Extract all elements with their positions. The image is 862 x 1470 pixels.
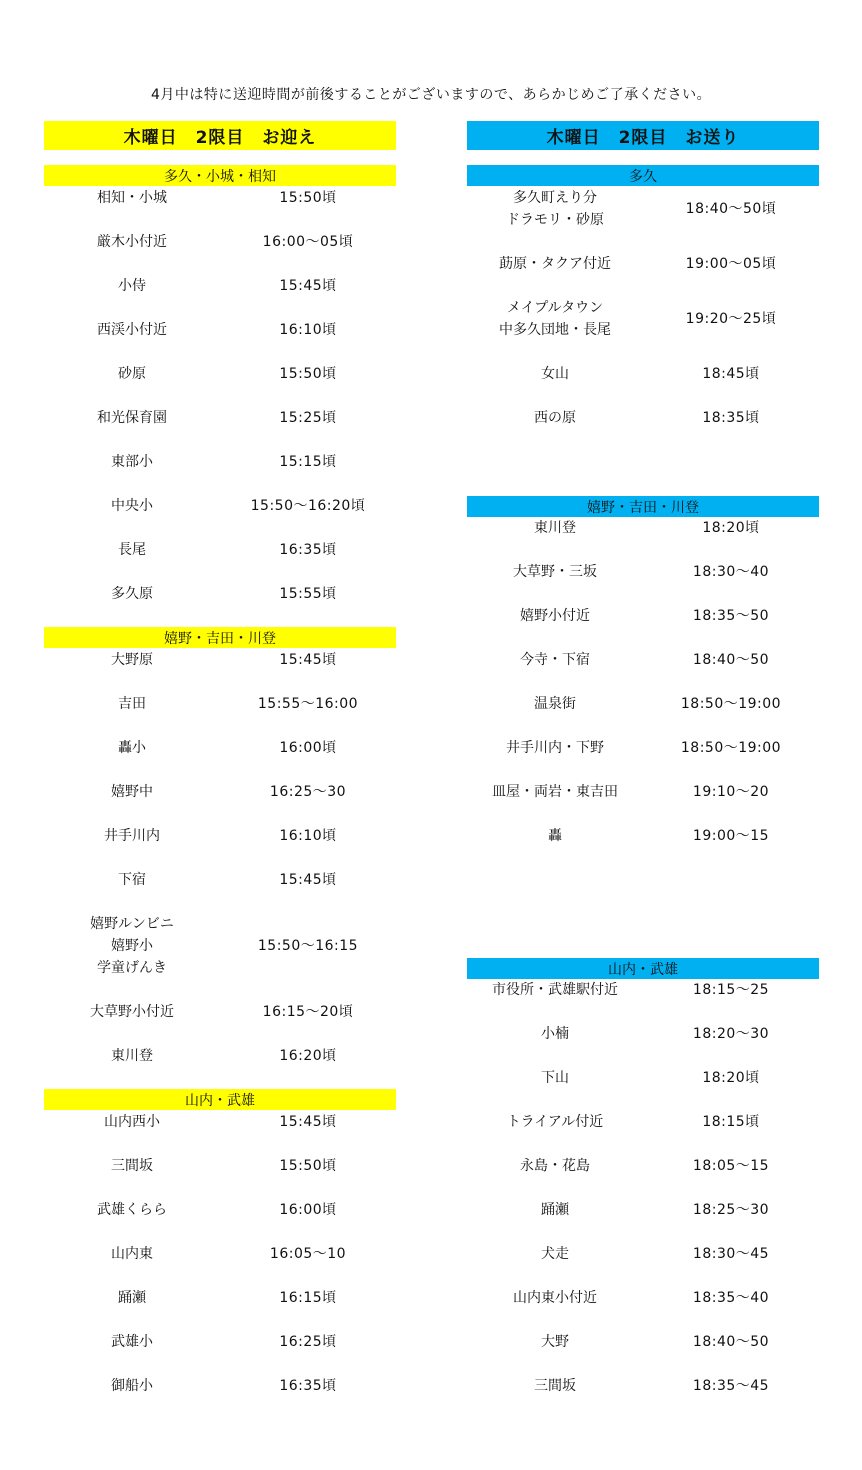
time-value: 18:50～19:00 [680,740,782,756]
location-name: 学童げんき [97,960,167,976]
dropoff-title: 木曜日 2限目 お送り [467,121,819,150]
location-name: 三間坂 [111,1158,153,1174]
location-name: 下山 [541,1070,569,1086]
location-name: 武雄小 [111,1334,153,1350]
time-value: 15:50～16:15 [257,938,359,954]
location-name: 今寺・下宿 [520,652,590,668]
pickup-group-header: 嬉野・吉田・川登 [44,627,396,648]
time-value: 18:40～50頃 [685,201,777,217]
time-value: 16:00～05頃 [262,234,354,250]
location-name: 砂原 [118,366,146,382]
location-name: 武雄くらら [97,1202,167,1218]
location-name: 大野原 [111,652,153,668]
time-value: 19:00～15 [692,828,770,844]
location-name: 吉田 [118,696,146,712]
location-name: 大草野・三坂 [513,564,597,580]
time-value: 18:25～30 [692,1202,770,1218]
location-name: 西渓小付近 [97,322,167,338]
time-value: 15:50頃 [279,1158,337,1174]
location-name: 三間坂 [534,1378,576,1394]
notice-text: 4月中は特に送迎時間が前後することがございますので、あらかじめご了承ください。 [150,87,712,103]
time-value: 16:15～20頃 [262,1004,354,1020]
time-value: 15:50頃 [279,366,337,382]
location-name: 相知・小城 [97,190,167,206]
time-value: 19:00～05頃 [685,256,777,272]
location-name: ドラモリ・砂原 [506,212,604,228]
time-value: 15:25頃 [279,410,337,426]
time-value: 18:05～15 [692,1158,770,1174]
time-value: 15:45頃 [279,652,337,668]
time-value: 15:45頃 [279,1114,337,1130]
location-name: 大野 [541,1334,569,1350]
location-name: 和光保育園 [97,410,167,426]
time-value: 18:40～50 [692,1334,770,1350]
location-name: 東川登 [534,520,576,536]
time-value: 18:35～45 [692,1378,770,1394]
location-name: 井手川内・下野 [506,740,604,756]
location-name: 中多久団地・長尾 [499,322,611,338]
location-name: 西の原 [534,410,576,426]
location-name: 女山 [541,366,569,382]
location-name: 御船小 [111,1378,153,1394]
dropoff-group-header: 山内・武雄 [467,958,819,979]
time-value: 16:05～10 [269,1246,347,1262]
time-value: 18:35～50 [692,608,770,624]
time-value: 18:35～40 [692,1290,770,1306]
time-value: 16:10頃 [279,828,337,844]
pickup-group-header: 山内・武雄 [44,1089,396,1110]
time-value: 16:00頃 [279,1202,337,1218]
location-name: 長尾 [118,542,146,558]
time-value: 19:20～25頃 [685,311,777,327]
location-name: 嬉野小 [111,938,153,954]
location-name: 轟小 [118,740,146,756]
location-name: トライアル付近 [506,1114,604,1130]
time-value: 15:55頃 [279,586,337,602]
time-value: 18:20頃 [702,520,760,536]
location-name: 山内東 [111,1246,153,1262]
location-name: 莇原・タクア付近 [499,256,611,272]
location-name: 市役所・武雄駅付近 [492,982,618,998]
location-name: 永島・花島 [520,1158,590,1174]
location-name: 山内西小 [104,1114,160,1130]
location-name: 井手川内 [104,828,160,844]
time-value: 16:25頃 [279,1334,337,1350]
time-value: 16:35頃 [279,1378,337,1394]
location-name: 下宿 [118,872,146,888]
pickup-group-header: 多久・小城・相知 [44,165,396,186]
time-value: 15:55～16:00 [257,696,359,712]
time-value: 15:15頃 [279,454,337,470]
time-value: 16:10頃 [279,322,337,338]
time-value: 18:40～50 [692,652,770,668]
location-name: 嬉野ルンビニ [90,916,174,932]
location-name: 踊瀬 [118,1290,146,1306]
time-value: 18:30～45 [692,1246,770,1262]
location-name: 小侍 [118,278,146,294]
time-value: 18:50～19:00 [680,696,782,712]
location-name: 皿屋・両岩・東吉田 [492,784,618,800]
dropoff-group-header: 多久 [467,165,819,186]
time-value: 19:10～20 [692,784,770,800]
time-value: 18:15頃 [702,1114,760,1130]
time-value: 15:50頃 [279,190,337,206]
time-value: 18:20頃 [702,1070,760,1086]
location-name: 多久町えり分 [513,190,597,206]
time-value: 18:35頃 [702,410,760,426]
time-value: 18:45頃 [702,366,760,382]
time-value: 15:50～16:20頃 [250,498,366,514]
location-name: 温泉街 [534,696,576,712]
location-name: 犬走 [541,1246,569,1262]
location-name: 東部小 [111,454,153,470]
time-value: 18:15～25 [692,982,770,998]
location-name: 中央小 [111,498,153,514]
location-name: メイプルタウン [506,300,604,316]
location-name: 轟 [548,828,562,844]
location-name: 多久原 [111,586,153,602]
pickup-title: 木曜日 2限目 お迎え [44,121,396,150]
time-value: 16:00頃 [279,740,337,756]
location-name: 嬉野中 [111,784,153,800]
time-value: 16:25～30 [269,784,347,800]
time-value: 18:20～30 [692,1026,770,1042]
location-name: 嬉野小付近 [520,608,590,624]
location-name: 踊瀬 [541,1202,569,1218]
location-name: 山内東小付近 [513,1290,597,1306]
location-name: 東川登 [111,1048,153,1064]
time-value: 18:30～40 [692,564,770,580]
location-name: 小楠 [541,1026,569,1042]
time-value: 15:45頃 [279,872,337,888]
time-value: 16:35頃 [279,542,337,558]
location-name: 厳木小付近 [97,234,167,250]
time-value: 15:45頃 [279,278,337,294]
location-name: 大草野小付近 [90,1004,174,1020]
time-value: 16:15頃 [279,1290,337,1306]
time-value: 16:20頃 [279,1048,337,1064]
dropoff-group-header: 嬉野・吉田・川登 [467,496,819,517]
